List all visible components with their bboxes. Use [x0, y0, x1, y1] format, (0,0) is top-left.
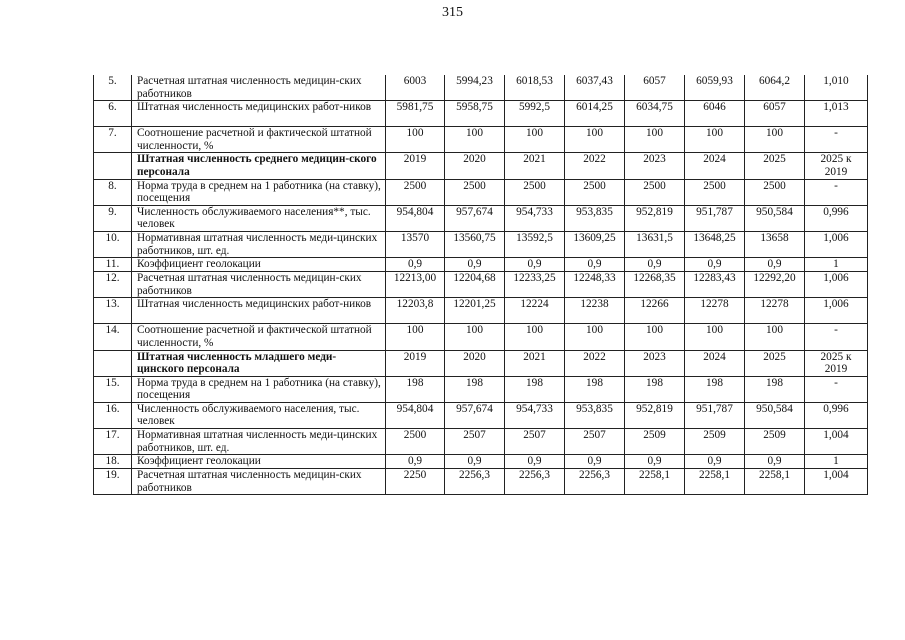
value-cell: 12203,8: [386, 298, 445, 324]
table-section-header-row: [94, 350, 868, 376]
row-number: 12.: [94, 272, 132, 298]
value-cell: 198: [685, 376, 745, 402]
row-number: 14.: [94, 324, 132, 350]
value-cell: 1: [805, 455, 868, 469]
value-cell: 198: [505, 376, 565, 402]
table-row: [94, 231, 868, 257]
value-cell: 2256,3: [505, 469, 565, 495]
value-cell: 954,733: [505, 402, 565, 428]
value-cell: 12238: [565, 298, 625, 324]
page-number: 315: [442, 5, 463, 20]
year-header-cell: 2025: [745, 153, 805, 179]
year-header-cell: 2024: [685, 153, 745, 179]
value-cell: 1,010: [805, 75, 868, 101]
year-header-cell: 2019: [386, 153, 445, 179]
table-row: [94, 101, 868, 127]
table-row: [94, 258, 868, 272]
value-cell: 100: [745, 324, 805, 350]
value-cell: 12201,25: [445, 298, 505, 324]
row-number: 8.: [94, 179, 132, 205]
indicator-label: Коэффициент геолокации: [132, 455, 386, 469]
value-cell: 100: [685, 324, 745, 350]
value-cell: 0,9: [685, 258, 745, 272]
year-header-cell: 2021: [505, 350, 565, 376]
value-cell: 0,996: [805, 205, 868, 231]
table-row: [94, 324, 868, 350]
indicator-label: Соотношение расчетной и фактической штатной численности, %: [132, 127, 386, 153]
indicator-label: Расчетная штатная численность медицин-ских работников: [132, 75, 386, 101]
value-cell: 100: [685, 127, 745, 153]
value-cell: 6046: [685, 101, 745, 127]
value-cell: 5981,75: [386, 101, 445, 127]
value-cell: 0,9: [386, 455, 445, 469]
value-cell: 198: [625, 376, 685, 402]
row-number: 5.: [94, 75, 132, 101]
value-cell: 2509: [685, 429, 745, 455]
value-cell: 1,013: [805, 101, 868, 127]
value-cell: 6003: [386, 75, 445, 101]
value-cell: 2500: [685, 179, 745, 205]
value-cell: 5958,75: [445, 101, 505, 127]
year-header-cell: 2022: [565, 153, 625, 179]
value-cell: 100: [386, 127, 445, 153]
value-cell: 1,004: [805, 429, 868, 455]
value-cell: 954,804: [386, 205, 445, 231]
row-number: 9.: [94, 205, 132, 231]
year-header-cell: 2025 к 2019: [805, 350, 868, 376]
value-cell: 0,9: [505, 455, 565, 469]
value-cell: 951,787: [685, 402, 745, 428]
value-cell: 0,9: [445, 258, 505, 272]
value-cell: 6037,43: [565, 75, 625, 101]
value-cell: 2500: [625, 179, 685, 205]
row-number: 11.: [94, 258, 132, 272]
indicator-label: Численность обслуживаемого населения**, тыс. человек: [132, 205, 386, 231]
row-number: 15.: [94, 376, 132, 402]
indicator-label: Расчетная штатная численность медицин-ских работников: [132, 272, 386, 298]
value-cell: 6064,2: [745, 75, 805, 101]
value-cell: 954,733: [505, 205, 565, 231]
value-cell: 2500: [745, 179, 805, 205]
year-header-cell: 2023: [625, 350, 685, 376]
value-cell: 198: [386, 376, 445, 402]
value-cell: 2256,3: [565, 469, 625, 495]
value-cell: 13658: [745, 231, 805, 257]
value-cell: 13631,5: [625, 231, 685, 257]
value-cell: 100: [625, 127, 685, 153]
value-cell: -: [805, 376, 868, 402]
value-cell: 100: [565, 324, 625, 350]
value-cell: 1,004: [805, 469, 868, 495]
value-cell: 0,9: [625, 258, 685, 272]
value-cell: 0,9: [565, 455, 625, 469]
value-cell: 100: [505, 324, 565, 350]
value-cell: 2507: [445, 429, 505, 455]
value-cell: 12268,35: [625, 272, 685, 298]
indicator-label: Расчетная штатная численность медицин-ских работников: [132, 469, 386, 495]
value-cell: 100: [445, 324, 505, 350]
value-cell: 2509: [625, 429, 685, 455]
value-cell: 2250: [386, 469, 445, 495]
value-cell: 1: [805, 258, 868, 272]
row-number: 16.: [94, 402, 132, 428]
value-cell: 100: [565, 127, 625, 153]
value-cell: 12204,68: [445, 272, 505, 298]
row-number: 10.: [94, 231, 132, 257]
value-cell: 13609,25: [565, 231, 625, 257]
value-cell: 100: [445, 127, 505, 153]
value-cell: 2500: [565, 179, 625, 205]
table-row: [94, 455, 868, 469]
section-title: Штатная численность среднего медицин-ского персонала: [132, 153, 386, 179]
value-cell: 12248,33: [565, 272, 625, 298]
value-cell: 13648,25: [685, 231, 745, 257]
value-cell: 13570: [386, 231, 445, 257]
value-cell: 5992,5: [505, 101, 565, 127]
row-number: 7.: [94, 127, 132, 153]
value-cell: 0,9: [745, 258, 805, 272]
indicator-label: Нормативная штатная численность меди-цинских работников, шт. ед.: [132, 231, 386, 257]
value-cell: 2258,1: [685, 469, 745, 495]
value-cell: 2500: [505, 179, 565, 205]
value-cell: 100: [745, 127, 805, 153]
value-cell: 2507: [505, 429, 565, 455]
value-cell: 12278: [685, 298, 745, 324]
year-header-cell: 2025: [745, 350, 805, 376]
row-number: 19.: [94, 469, 132, 495]
value-cell: 13560,75: [445, 231, 505, 257]
table-row: [94, 469, 868, 495]
value-cell: 100: [625, 324, 685, 350]
value-cell: 12292,20: [745, 272, 805, 298]
year-header-cell: 2024: [685, 350, 745, 376]
value-cell: 953,835: [565, 205, 625, 231]
table-section-header-row: [94, 153, 868, 179]
value-cell: 0,9: [625, 455, 685, 469]
indicator-label: Штатная численность медицинских работ-ников: [132, 101, 386, 127]
year-header-cell: 2021: [505, 153, 565, 179]
table-body: [94, 75, 868, 495]
value-cell: 0,9: [745, 455, 805, 469]
table-row: [94, 298, 868, 324]
value-cell: 0,9: [505, 258, 565, 272]
value-cell: 954,804: [386, 402, 445, 428]
value-cell: 1,006: [805, 298, 868, 324]
value-cell: 0,9: [386, 258, 445, 272]
value-cell: 12233,25: [505, 272, 565, 298]
value-cell: 952,819: [625, 402, 685, 428]
value-cell: 957,674: [445, 402, 505, 428]
value-cell: -: [805, 179, 868, 205]
row-number: [94, 350, 132, 376]
value-cell: 6057: [745, 101, 805, 127]
year-header-cell: 2023: [625, 153, 685, 179]
year-header-cell: 2020: [445, 350, 505, 376]
value-cell: 0,9: [685, 455, 745, 469]
table-row: [94, 272, 868, 298]
value-cell: 12283,43: [685, 272, 745, 298]
value-cell: 5994,23: [445, 75, 505, 101]
value-cell: 100: [386, 324, 445, 350]
value-cell: 950,584: [745, 205, 805, 231]
value-cell: 2258,1: [625, 469, 685, 495]
value-cell: 2256,3: [445, 469, 505, 495]
section-title: Штатная численность младшего меди-цинского персонала: [132, 350, 386, 376]
value-cell: 6057: [625, 75, 685, 101]
value-cell: 953,835: [565, 402, 625, 428]
row-number: [94, 153, 132, 179]
value-cell: 2509: [745, 429, 805, 455]
value-cell: 12224: [505, 298, 565, 324]
value-cell: 198: [445, 376, 505, 402]
value-cell: 957,674: [445, 205, 505, 231]
value-cell: 198: [745, 376, 805, 402]
staffing-table: [93, 75, 868, 495]
value-cell: 950,584: [745, 402, 805, 428]
year-header-cell: 2020: [445, 153, 505, 179]
table-row: [94, 205, 868, 231]
value-cell: 951,787: [685, 205, 745, 231]
table-row: [94, 376, 868, 402]
value-cell: 6018,53: [505, 75, 565, 101]
indicator-label: Соотношение расчетной и фактической штатной численности, %: [132, 324, 386, 350]
value-cell: 952,819: [625, 205, 685, 231]
indicator-label: Нормативная штатная численность меди-цинских работников, шт. ед.: [132, 429, 386, 455]
value-cell: 198: [565, 376, 625, 402]
table-row: [94, 429, 868, 455]
value-cell: 12278: [745, 298, 805, 324]
table-row: [94, 75, 868, 101]
indicator-label: Численность обслуживаемого населения, тыс. человек: [132, 402, 386, 428]
year-header-cell: 2019: [386, 350, 445, 376]
table-row: [94, 402, 868, 428]
row-number: 6.: [94, 101, 132, 127]
indicator-label: Норма труда в среднем на 1 работника (на ставку), посещения: [132, 376, 386, 402]
value-cell: 0,9: [565, 258, 625, 272]
value-cell: 1,006: [805, 272, 868, 298]
year-header-cell: 2022: [565, 350, 625, 376]
value-cell: 2500: [386, 179, 445, 205]
year-header-cell: 2025 к 2019: [805, 153, 868, 179]
value-cell: 6034,75: [625, 101, 685, 127]
indicator-label: Коэффициент геолокации: [132, 258, 386, 272]
table-row: [94, 127, 868, 153]
value-cell: 0,9: [445, 455, 505, 469]
indicator-label: Норма труда в среднем на 1 работника (на ставку), посещения: [132, 179, 386, 205]
row-number: 13.: [94, 298, 132, 324]
value-cell: 100: [505, 127, 565, 153]
value-cell: 12266: [625, 298, 685, 324]
value-cell: 13592,5: [505, 231, 565, 257]
table-row: [94, 179, 868, 205]
row-number: 17.: [94, 429, 132, 455]
value-cell: 12213,00: [386, 272, 445, 298]
value-cell: -: [805, 324, 868, 350]
value-cell: 0,996: [805, 402, 868, 428]
value-cell: 6014,25: [565, 101, 625, 127]
value-cell: 2500: [386, 429, 445, 455]
indicator-label: Штатная численность медицинских работ-ников: [132, 298, 386, 324]
value-cell: 2500: [445, 179, 505, 205]
value-cell: -: [805, 127, 868, 153]
value-cell: 1,006: [805, 231, 868, 257]
value-cell: 6059,93: [685, 75, 745, 101]
value-cell: 2258,1: [745, 469, 805, 495]
value-cell: 2507: [565, 429, 625, 455]
row-number: 18.: [94, 455, 132, 469]
